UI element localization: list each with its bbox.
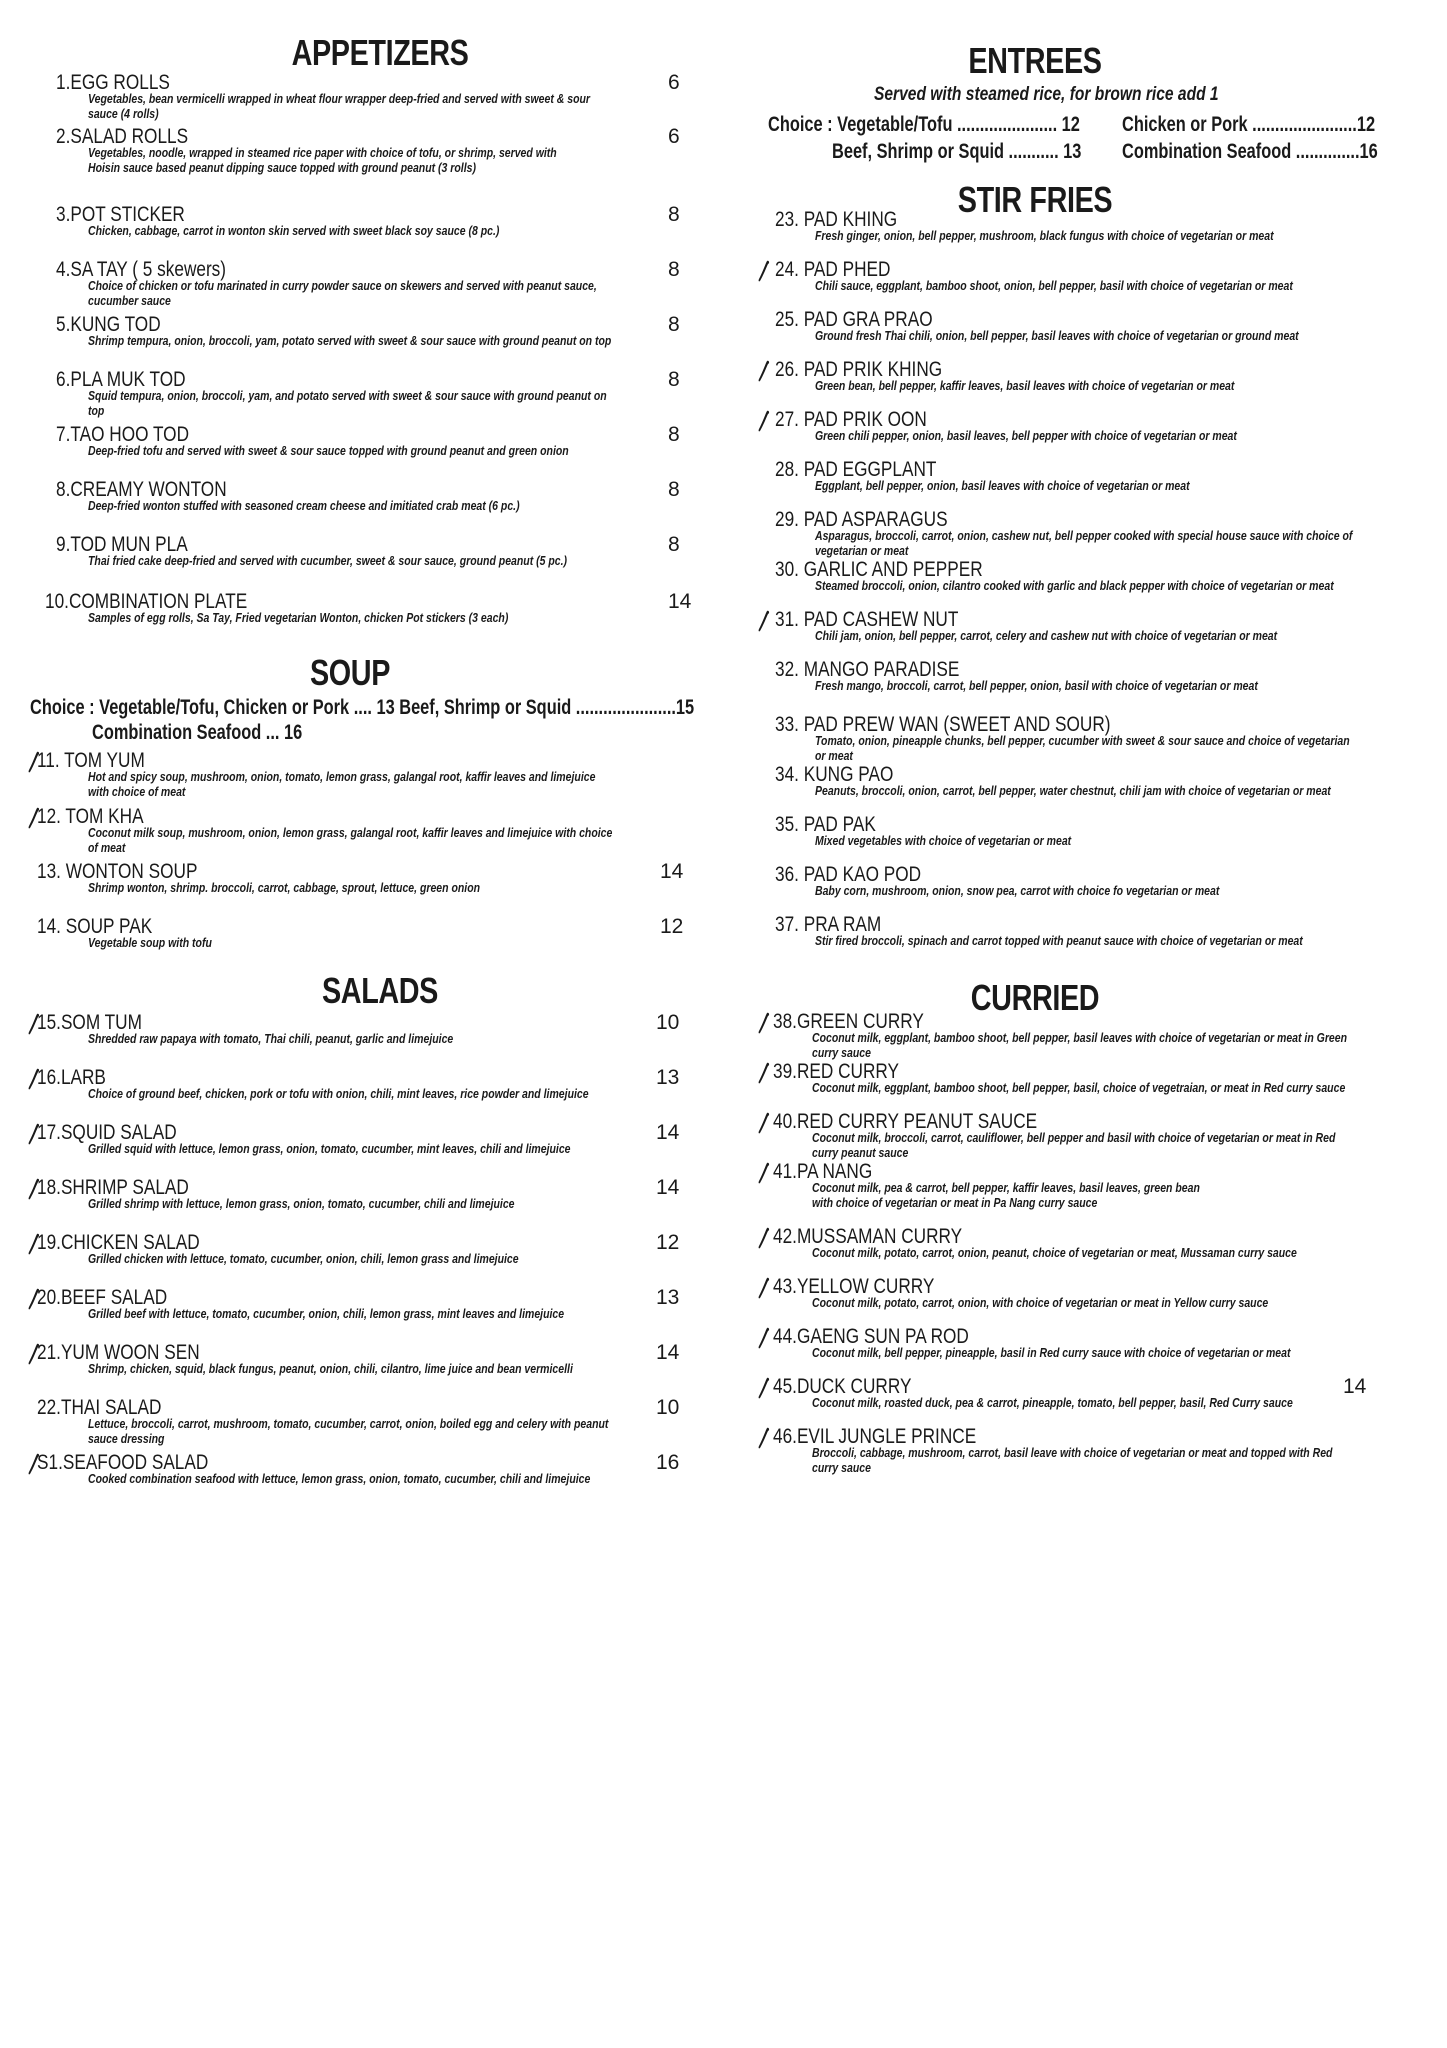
- menu-item-price: 8: [668, 368, 680, 391]
- chili-spicy-icon: [758, 1427, 770, 1449]
- menu-item-description: Grilled chicken with lettuce, tomato, cucumber, onion, chili, lemon grass and limejuice: [88, 1252, 519, 1266]
- menu-item-price: 14: [668, 590, 692, 613]
- menu-item-description: Vegetables, noodle, wrapped in steamed rice paper with choice of tofu, or shrimp, served with Hoisin sauce based peanut dipping sauce topped with ground peanut (3 rolls): [88, 146, 557, 175]
- salads-heading: SALADS: [321, 970, 438, 1011]
- menu-item-description: Grilled beef with lettuce, tomato, cucumber, onion, chili, lemon grass, mint leaves and limejuice: [88, 1307, 565, 1321]
- menu-item-description: Mixed vegetables with choice of vegetarian or meat: [815, 834, 1072, 848]
- menu-item-description: Shredded raw papaya with tomato, Thai chili, peanut, garlic and limejuice: [88, 1032, 454, 1046]
- menu-item-name: 23. PAD KHING: [775, 208, 898, 231]
- menu-item-name: 32. MANGO PARADISE: [775, 658, 960, 681]
- menu-item-description: Green bean, bell pepper, kaffir leaves, basil leaves with choice of vegetarian or meat: [815, 379, 1235, 393]
- entrees-choice-d: Combination Seafood ..............16: [1122, 140, 1378, 163]
- menu-item-price: 13: [656, 1066, 680, 1089]
- menu-item-name: 43.YELLOW CURRY: [773, 1275, 935, 1298]
- menu-item-name: 20.BEEF SALAD: [37, 1286, 168, 1309]
- menu-item-name: 29. PAD ASPARAGUS: [775, 508, 948, 531]
- menu-item-name: 3.POT STICKER: [56, 203, 185, 226]
- menu-item-description: Peanuts, broccoli, onion, carrot, bell pepper, water chestnut, chili jam with choice of vegetarian or meat: [815, 784, 1331, 798]
- menu-item-name: 39.RED CURRY: [773, 1060, 899, 1083]
- menu-item-description: Shrimp, chicken, squid, black fungus, peanut, onion, chili, cilantro, lime juice and bean vermicelli: [88, 1362, 573, 1376]
- menu-item-price: 8: [668, 203, 680, 226]
- menu-item-price: 10: [656, 1396, 680, 1419]
- menu-item-name: 24. PAD PHED: [775, 258, 891, 281]
- chili-spicy-icon: [758, 360, 770, 382]
- menu-item-description: Grilled shrimp with lettuce, lemon grass, onion, tomato, cucumber, chili and limejuice: [88, 1197, 515, 1211]
- chili-spicy-icon: [758, 260, 770, 282]
- menu-item-description: Green chili pepper, onion, basil leaves, bell pepper with choice of vegetarian or meat: [815, 429, 1237, 443]
- menu-item-description: Eggplant, bell pepper, onion, basil leaves with choice of vegetarian or meat: [815, 479, 1190, 493]
- menu-item-price: 8: [668, 313, 680, 336]
- menu-item-name: 41.PA NANG: [773, 1160, 873, 1183]
- soup-choice-line: Choice : Vegetable/Tofu, Chicken or Pork .... 13 Beef, Shrimp or Squid ......................15: [30, 696, 695, 719]
- menu-item-description: Coconut milk, bell pepper, pineapple, basil in Red curry sauce with choice of vegetarian or meat: [812, 1346, 1291, 1360]
- menu-item-price: 16: [656, 1451, 680, 1474]
- menu-item-description: Vegetables, bean vermicelli wrapped in wheat flour wrapper deep-fried and served with sweet & sour sauce (4 rolls): [88, 92, 591, 121]
- menu-item-name: 35. PAD PAK: [775, 813, 876, 836]
- chili-spicy-icon: [758, 1327, 770, 1349]
- curried-heading: CURRIED: [970, 977, 1100, 1018]
- menu-item-name: 21.YUM WOON SEN: [37, 1341, 200, 1364]
- menu-item-price: 14: [656, 1176, 680, 1199]
- menu-item-name: 15.SOM TUM: [37, 1011, 142, 1034]
- menu-item-name: 27. PAD PRIK OON: [775, 408, 927, 431]
- menu-item-name: 18.SHRIMP SALAD: [37, 1176, 189, 1199]
- soup-choice-line-2: Combination Seafood ... 16: [92, 721, 303, 744]
- menu-item-name: 42.MUSSAMAN CURRY: [773, 1225, 963, 1248]
- menu-item-description: Coconut milk, pea & carrot, bell pepper, kaffir leaves, basil leaves, green bean with choice of vegetarian or meat in Pa Nang curry sauce: [812, 1181, 1200, 1210]
- menu-item-description: Chicken, cabbage, carrot in wonton skin served with sweet black soy sauce (8 pc.): [88, 224, 500, 238]
- menu-item-description: Coconut milk, potato, carrot, onion, with choice of vegetarian or meat in Yellow curry sauce: [812, 1296, 1269, 1310]
- menu-item-price: 8: [668, 478, 680, 501]
- menu-item-name: S1.SEAFOOD SALAD: [37, 1451, 209, 1474]
- menu-item-description: Samples of egg rolls, Sa Tay, Fried vegetarian Wonton, chicken Pot stickers (3 each): [88, 611, 509, 625]
- entrees-heading: ENTREES: [968, 40, 1102, 81]
- menu-item-name: 37. PRA RAM: [775, 913, 882, 936]
- menu-item-name: 11. TOM YUM: [37, 749, 145, 772]
- menu-item-name: 8.CREAMY WONTON: [56, 478, 227, 501]
- entrees-subtitle: Served with steamed rice, for brown rice add 1: [874, 84, 1219, 105]
- menu-item-description: Asparagus, broccoli, carrot, onion, cashew nut, bell pepper cooked with special house sauce with choice of vegetarian or meat: [815, 529, 1353, 558]
- chili-spicy-icon: [758, 1162, 770, 1184]
- menu-item-description: Coconut milk, potato, carrot, onion, peanut, choice of vegetarian or meat, Mussaman curry sauce: [812, 1246, 1297, 1260]
- menu-item-price: 14: [1343, 1375, 1367, 1398]
- menu-item-name: 4.SA TAY ( 5 skewers): [56, 258, 227, 281]
- menu-item-description: Coconut milk soup, mushroom, onion, lemon grass, galangal root, kaffir leaves and limejuice with choice of meat: [88, 826, 613, 855]
- menu-item-name: 45.DUCK CURRY: [773, 1375, 912, 1398]
- chili-spicy-icon: [758, 1112, 770, 1134]
- menu-item-price: 10: [656, 1011, 680, 1034]
- menu-item-price: 6: [668, 125, 680, 148]
- soup-heading: SOUP: [309, 652, 391, 693]
- menu-item-description: Hot and spicy soup, mushroom, onion, tomato, lemon grass, galangal root, kaffir leaves and limejuice with choice of meat: [88, 770, 596, 799]
- chili-spicy-icon: [758, 1062, 770, 1084]
- entrees-choice-c: Beef, Shrimp or Squid ........... 13: [832, 140, 1082, 163]
- menu-item-description: Thai fried cake deep-fried and served with cucumber, sweet & sour sauce, ground peanut (5 pc.): [88, 554, 568, 568]
- menu-item-name: 44.GAENG SUN PA ROD: [773, 1325, 969, 1348]
- menu-item-price: 14: [660, 860, 684, 883]
- menu-item-price: 14: [656, 1341, 680, 1364]
- menu-item-price: 8: [668, 258, 680, 281]
- menu-item-name: 14. SOUP PAK: [37, 915, 153, 938]
- menu-item-description: Shrimp wonton, shrimp. broccoli, carrot, cabbage, sprout, lettuce, green onion: [88, 881, 481, 895]
- menu-item-description: Broccoli, cabbage, mushroom, carrot, basil leave with choice of vegetarian or meat and topped with Red curry sauce: [812, 1446, 1333, 1475]
- menu-item-description: Coconut milk, broccoli, carrot, cauliflower, bell pepper and basil with choice of vegetarian or meat in Red curry peanut sauce: [812, 1131, 1336, 1160]
- menu-item-name: 30. GARLIC AND PEPPER: [775, 558, 983, 581]
- menu-item-name: 25. PAD GRA PRAO: [775, 308, 933, 331]
- menu-item-description: Coconut milk, roasted duck, pea & carrot, pineapple, tomato, bell pepper, basil, Red Curry sauce: [812, 1396, 1293, 1410]
- menu-item-description: Grilled squid with lettuce, lemon grass, onion, tomato, cucumber, mint leaves, chili and limejuice: [88, 1142, 571, 1156]
- menu-item-description: Squid tempura, onion, broccoli, yam, and potato served with sweet & sour sauce with ground peanut on top: [88, 389, 607, 418]
- menu-item-description: Steamed broccoli, onion, cilantro cooked with garlic and black pepper with choice of vegetarian or meat: [815, 579, 1334, 593]
- menu-item-description: Deep-fried wonton stuffed with seasoned cream cheese and imitiated crab meat (6 pc.): [88, 499, 520, 513]
- menu-item-price: 6: [668, 71, 680, 94]
- appetizers-heading: APPETIZERS: [291, 32, 469, 73]
- menu-item-name: 28. PAD EGGPLANT: [775, 458, 937, 481]
- menu-item-description: Coconut milk, eggplant, bamboo shoot, bell pepper, basil, choice of vegetraian, or meat in Red curry sauce: [812, 1081, 1346, 1095]
- menu-item-price: 8: [668, 533, 680, 556]
- chili-spicy-icon: [758, 610, 770, 632]
- entrees-choice-a: Choice : Vegetable/Tofu ...................... 12: [768, 113, 1080, 136]
- chili-spicy-icon: [758, 1227, 770, 1249]
- menu-item-name: 17.SQUID SALAD: [37, 1121, 177, 1144]
- menu-item-name: 36. PAD KAO POD: [775, 863, 922, 886]
- menu-item-price: 13: [656, 1286, 680, 1309]
- menu-item-description: Chili jam, onion, bell pepper, carrot, celery and cashew nut with choice of vegetarian or meat: [815, 629, 1278, 643]
- menu-item-price: 12: [660, 915, 684, 938]
- menu-item-name: 40.RED CURRY PEANUT SAUCE: [773, 1110, 1038, 1133]
- menu-item-description: Tomato, onion, pineapple chunks, bell pepper, cucumber with sweet & sour sauce and choice of vegetarian or meat: [815, 734, 1350, 763]
- menu-item-name: 46.EVIL JUNGLE PRINCE: [773, 1425, 977, 1448]
- menu-item-name: 19.CHICKEN SALAD: [37, 1231, 200, 1254]
- menu-item-name: 26. PAD PRIK KHING: [775, 358, 943, 381]
- menu-item-name: 22.THAI SALAD: [37, 1396, 162, 1419]
- menu-item-name: 33. PAD PREW WAN (SWEET AND SOUR): [775, 713, 1111, 736]
- menu-item-name: 16.LARB: [37, 1066, 106, 1089]
- stir-fries-heading: STIR FRIES: [957, 179, 1113, 220]
- menu-item-description: Coconut milk, eggplant, bamboo shoot, bell pepper, basil leaves with choice of vegetarian or meat in Green curry sauce: [812, 1031, 1348, 1060]
- menu-item-description: Choice of ground beef, chicken, pork or tofu with onion, chili, mint leaves, rice powder and limejuice: [88, 1087, 589, 1101]
- menu-item-name: 9.TOD MUN PLA: [56, 533, 188, 556]
- menu-item-name: 1.EGG ROLLS: [56, 71, 170, 94]
- menu-item-description: Lettuce, broccoli, carrot, mushroom, tomato, cucumber, carrot, onion, boiled egg and celery with peanut sauce dressing: [88, 1417, 609, 1446]
- menu-item-description: Chili sauce, eggplant, bamboo shoot, onion, bell pepper, basil with choice of vegetarian or meat: [815, 279, 1293, 293]
- entrees-choice-b: Chicken or Pork .......................12: [1122, 113, 1376, 136]
- menu-item-name: 13. WONTON SOUP: [37, 860, 198, 883]
- menu-item-description: Fresh mango, broccoli, carrot, bell pepper, onion, basil with choice of vegetarian or meat: [815, 679, 1258, 693]
- menu-item-description: Fresh ginger, onion, bell pepper, mushroom, black fungus with choice of vegetarian or meat: [815, 229, 1274, 243]
- chili-spicy-icon: [758, 1277, 770, 1299]
- menu-item-name: 31. PAD CASHEW NUT: [775, 608, 959, 631]
- menu-item-description: Stir fired broccoli, spinach and carrot topped with peanut sauce with choice of vegetarian or meat: [815, 934, 1303, 948]
- menu-item-price: 12: [656, 1231, 680, 1254]
- menu-item-name: 12. TOM KHA: [37, 805, 144, 828]
- chili-spicy-icon: [758, 410, 770, 432]
- menu-item-name: 6.PLA MUK TOD: [56, 368, 186, 391]
- menu-item-name: 7.TAO HOO TOD: [56, 423, 190, 446]
- menu-item-name: 2.SALAD ROLLS: [56, 125, 189, 148]
- menu-item-description: Ground fresh Thai chili, onion, bell pepper, basil leaves with choice of vegetarian or ground meat: [815, 329, 1299, 343]
- menu-item-name: 38.GREEN CURRY: [773, 1010, 924, 1033]
- menu-item-description: Vegetable soup with tofu: [88, 936, 212, 950]
- menu-item-description: Cooked combination seafood with lettuce, lemon grass, onion, tomato, cucumber, chili and limejuice: [88, 1472, 591, 1486]
- menu-item-description: Deep-fried tofu and served with sweet & sour sauce topped with ground peanut and green onion: [88, 444, 569, 458]
- chili-spicy-icon: [758, 1012, 770, 1034]
- menu-item-name: 10.COMBINATION PLATE: [45, 590, 248, 613]
- menu-item-name: 34. KUNG PAO: [775, 763, 894, 786]
- menu-item-price: 14: [656, 1121, 680, 1144]
- chili-spicy-icon: [758, 1377, 770, 1399]
- menu-item-price: 8: [668, 423, 680, 446]
- menu-item-description: Choice of chicken or tofu marinated in curry powder sauce on skewers and served with peanut sauce, cucumber sauce: [88, 279, 597, 308]
- menu-item-description: Shrimp tempura, onion, broccoli, yam, potato served with sweet & sour sauce with ground peanut on top: [88, 334, 612, 348]
- menu-item-name: 5.KUNG TOD: [56, 313, 161, 336]
- menu-item-description: Baby corn, mushroom, onion, snow pea, carrot with choice fo vegetarian or meat: [815, 884, 1220, 898]
